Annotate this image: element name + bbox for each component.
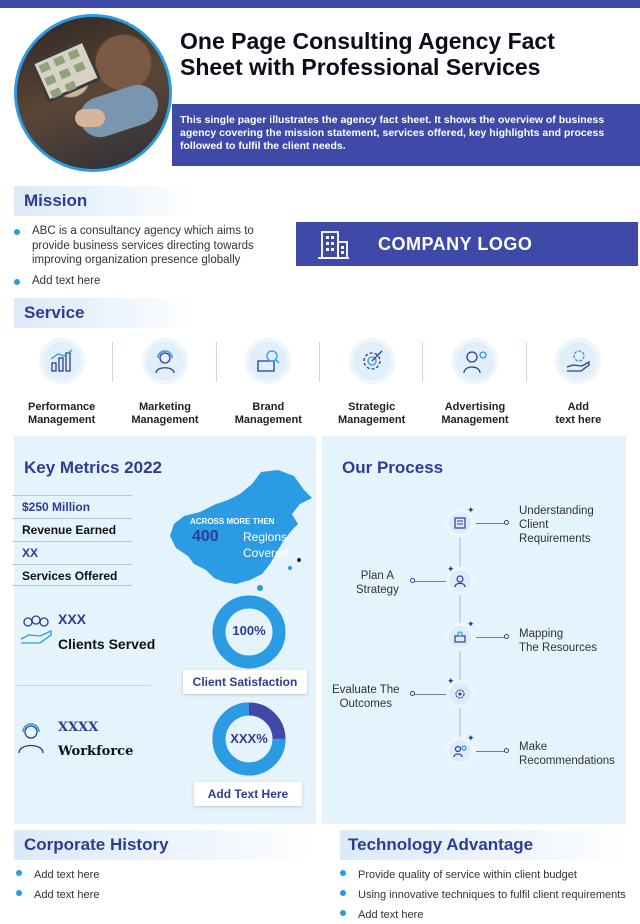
person-icon bbox=[453, 574, 467, 588]
satisfaction-label: Client Satisfaction bbox=[183, 670, 307, 694]
service-item bbox=[113, 336, 216, 431]
recommend-icon bbox=[453, 744, 467, 758]
service-label: Marketing bbox=[139, 401, 191, 413]
process-step-text: Strategy bbox=[356, 584, 399, 596]
company-logo-text: COMPANY LOGO bbox=[378, 233, 533, 254]
sparkle-icon: ✦ bbox=[467, 619, 475, 629]
process-step-text: Requirements bbox=[519, 533, 591, 545]
history-bullets bbox=[16, 865, 306, 905]
checklist-icon bbox=[453, 516, 467, 530]
process-step-text: Plan A bbox=[360, 570, 395, 582]
technology-bullet: Provide quality of service within client budget bbox=[340, 865, 638, 885]
headset-person-icon bbox=[151, 347, 179, 375]
service-label: Add bbox=[567, 401, 589, 413]
custom-donut-label: Add Text Here bbox=[194, 782, 302, 806]
process-step-1 bbox=[519, 504, 594, 546]
gear-icon bbox=[453, 687, 467, 701]
service-label: Management bbox=[131, 414, 199, 426]
workforce-value: XXXX bbox=[58, 720, 99, 735]
map-caption: ACROSS MORE THEN bbox=[190, 517, 275, 526]
process-step-text: Client bbox=[519, 519, 549, 531]
services-value: XX bbox=[12, 541, 132, 563]
revenue-label: Revenue Earned bbox=[12, 518, 132, 540]
service-heading: Service bbox=[14, 298, 194, 328]
process-step-text: Understanding bbox=[519, 505, 594, 517]
clients-label: Clients Served bbox=[58, 636, 156, 652]
map-regions: Regions bbox=[243, 530, 288, 544]
technology-bullet: Add text here bbox=[340, 905, 638, 924]
service-item bbox=[217, 336, 320, 431]
service-label: Management bbox=[441, 414, 509, 426]
process-step-3 bbox=[519, 627, 597, 655]
service-label: Brand bbox=[252, 401, 285, 413]
revenue-value: $250 Million bbox=[12, 495, 132, 517]
satisfaction-value: 100% bbox=[232, 623, 266, 638]
performance-chart-icon bbox=[48, 347, 76, 375]
key-metrics-heading: Key Metrics 2022 bbox=[24, 458, 162, 477]
service-item bbox=[320, 336, 423, 431]
process-step-text: Mapping bbox=[519, 628, 564, 640]
map-covered: Covered bbox=[243, 546, 289, 560]
service-label: Performance bbox=[28, 401, 96, 413]
mission-bullet: ABC is a consultancy agency which aims to provide business services directing towards improving organization presence globally bbox=[14, 224, 264, 268]
process-step-5 bbox=[519, 740, 615, 768]
page-title bbox=[180, 28, 620, 80]
services-label: Services Offered bbox=[12, 564, 132, 586]
region-map bbox=[166, 468, 314, 592]
process-step-text: Evaluate The bbox=[332, 684, 400, 696]
page-title-line1: One Page Consulting Agency Fact bbox=[180, 28, 555, 54]
process-step-text: Make bbox=[519, 741, 548, 753]
technology-heading: Technology Advantage bbox=[340, 830, 630, 860]
service-label: Management bbox=[338, 414, 406, 426]
clients-value: XXX bbox=[58, 611, 87, 627]
hand-gear-icon bbox=[564, 347, 592, 375]
technology-bullets bbox=[340, 865, 638, 924]
mission-heading: Mission bbox=[14, 186, 194, 216]
process-step-text: The Resources bbox=[519, 642, 597, 654]
mission-bullet: Add text here bbox=[14, 274, 264, 289]
workforce-label: Workforce bbox=[58, 744, 134, 759]
service-label: Strategic bbox=[348, 401, 396, 413]
history-heading: Corporate History bbox=[14, 830, 314, 860]
service-label: Advertising bbox=[444, 401, 506, 413]
sparkle-icon: ✦ bbox=[447, 676, 455, 686]
history-bullet: Add text here bbox=[16, 885, 306, 905]
intro-text: This single pager illustrates the agency fact sheet. It shows the overview of business agency covering the mission statement, services offered, key highlights and process followed to fulfil the client needs. bbox=[172, 104, 640, 166]
process-step-2 bbox=[356, 569, 399, 597]
gear-target-icon bbox=[358, 347, 386, 375]
service-label: Management bbox=[28, 414, 96, 426]
clients-icon bbox=[18, 613, 54, 649]
service-item bbox=[10, 336, 113, 431]
person-gears-icon bbox=[461, 347, 489, 375]
service-list bbox=[10, 336, 630, 431]
process-step-4 bbox=[332, 683, 400, 711]
process-heading: Our Process bbox=[342, 458, 444, 477]
technology-bullet: Using innovative techniques to fulfil client requirements bbox=[340, 885, 638, 905]
workforce-icon bbox=[16, 721, 46, 755]
mission-bullets bbox=[14, 224, 264, 288]
service-label: text here bbox=[555, 414, 602, 426]
company-logo bbox=[296, 222, 638, 266]
sparkle-icon: ✦ bbox=[467, 733, 475, 743]
sparkle-icon: ✦ bbox=[467, 505, 475, 515]
building-icon bbox=[316, 228, 350, 260]
brand-magnifier-icon bbox=[254, 347, 282, 375]
hero-photo bbox=[14, 14, 172, 172]
process-step-text: Outcomes bbox=[339, 698, 392, 710]
sparkle-icon: ✦ bbox=[447, 564, 455, 574]
page-title-line2: Sheet with Professional Services bbox=[180, 54, 541, 80]
service-label: Management bbox=[234, 414, 302, 426]
custom-donut-value: XXX% bbox=[230, 731, 268, 746]
process-step-text: Recommendations bbox=[519, 755, 615, 767]
mapping-icon bbox=[453, 630, 467, 644]
service-item bbox=[423, 336, 526, 431]
map-number: 400 bbox=[192, 528, 219, 545]
top-accent-bar bbox=[0, 0, 640, 8]
service-item bbox=[527, 336, 630, 431]
history-bullet: Add text here bbox=[16, 865, 306, 885]
metric-divider bbox=[16, 685, 151, 686]
